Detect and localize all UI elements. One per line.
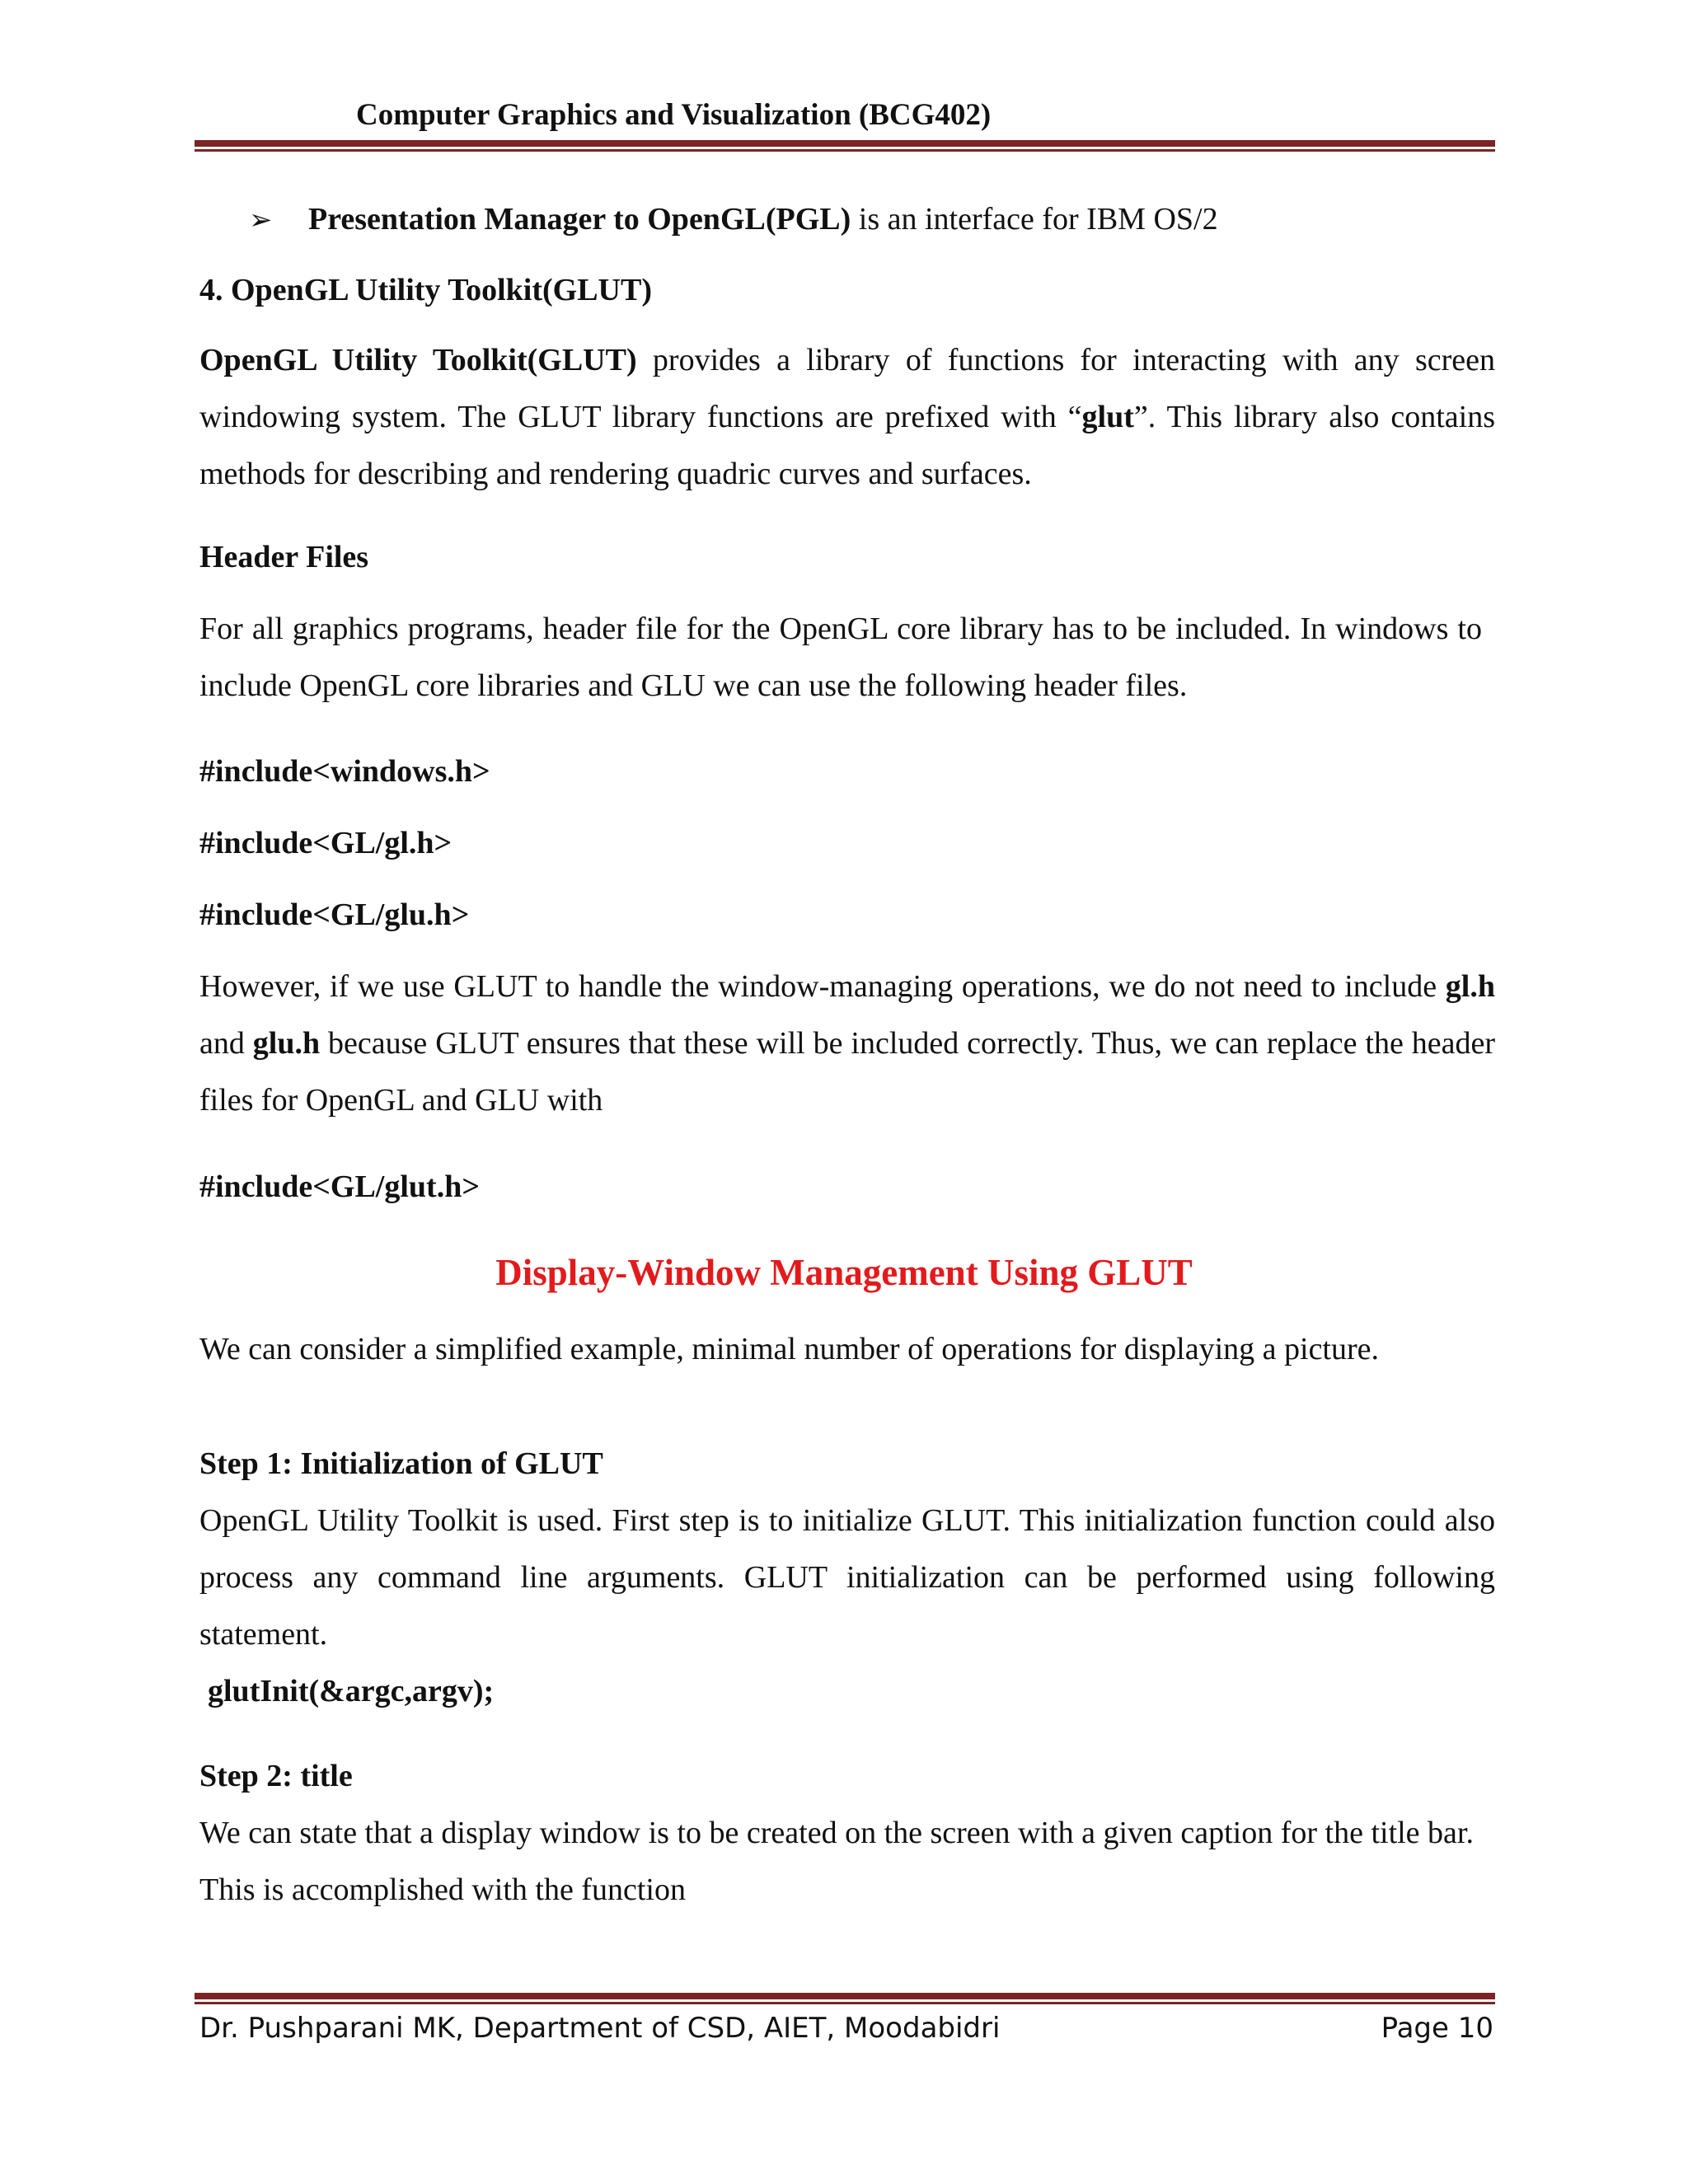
bullet-rest-text: is an interface for IBM OS/2 [851, 202, 1218, 237]
step2-text2: This is accomplished with the function [199, 1872, 686, 1907]
step1-text: OpenGL Utility Toolkit is used. First step is to initialize GLUT. This initialization function could also process any command line arguments. GLUT initialization can be performed using following statement. [199, 1503, 1495, 1652]
header-rule-thick [195, 140, 1495, 147]
include-line: #include<GL/gl.h> [199, 826, 452, 860]
running-header-title: Computer Graphics and Visualization (BCG402) [356, 98, 992, 132]
glut-include-block [199, 1159, 1495, 1216]
glut-paragraph [199, 332, 1495, 503]
include-line: #include<GL/glu.h> [199, 898, 470, 932]
glut-heading: 4. OpenGL Utility Toolkit(GLUT) [199, 273, 652, 307]
include-3-block [199, 887, 1495, 944]
however-part2: because GLUT ensures that these will be included correctly. Thus, we can replace the header files for OpenGL and GLU with [199, 1026, 1495, 1118]
glut-include-line: #include<GL/glut.h> [199, 1169, 480, 1204]
step2-heading: Step 2: title [199, 1759, 353, 1793]
bullet-item-pgl [249, 194, 1218, 245]
step2-block [199, 1748, 1482, 1919]
step1-code: glutInit(&argc,argv); [208, 1674, 495, 1708]
header-files-heading: Header Files [199, 540, 369, 574]
intro-text: We can consider a simplified example, minimal number of operations for displaying a picture. [199, 1332, 1380, 1366]
include-line: #include<windows.h> [199, 754, 490, 789]
step1-block [199, 1436, 1495, 1720]
include-1-block [199, 743, 1495, 800]
glut-para-part1: provides a library of functions for interacting with any screen windowing system. The GLUT library functions are prefixed with “ [199, 343, 1496, 434]
however-paragraph [199, 958, 1495, 1129]
glut-prefix: glut [1081, 400, 1134, 434]
arrow-bullet-icon: ➢ [249, 204, 273, 237]
step1-heading: Step 1: Initialization of GLUT [199, 1446, 603, 1481]
footer-author: Dr. Pushparani MK, Department of CSD, AIET, Moodabidri [199, 2012, 1001, 2045]
footer-rule-thick [195, 1993, 1495, 1999]
however-part1: However, if we use GLUT to handle the window-managing operations, we do not need to include [199, 969, 1446, 1004]
intro-paragraph [199, 1321, 1482, 1378]
include-2-block [199, 815, 1495, 872]
glu-h-text: glu.h [252, 1026, 321, 1061]
glut-para-part2: ”. This library also contains methods for describing and rendering quadric curves and surfaces. [199, 400, 1495, 491]
step2-text: We can state that a display window is to be created on the screen with a given caption for the title bar. [199, 1816, 1474, 1850]
header-rule-thin [195, 149, 1495, 152]
however-and: and [199, 1026, 253, 1061]
footer-rule-thin [195, 2002, 1495, 2004]
glut-heading-block [199, 262, 1495, 319]
header-files-text: For all graphics programs, header file for the OpenGL core library has to be included. In windows to include OpenGL core libraries and GLU we can use the following header files. [199, 612, 1482, 703]
header-files-heading-block [199, 529, 1495, 586]
gl-h-text: gl.h [1445, 969, 1495, 1004]
page-number: Page 10 [1381, 2012, 1493, 2045]
header-files-paragraph [199, 601, 1482, 715]
bullet-bold-text: Presentation Manager to OpenGL(PGL) [308, 202, 851, 237]
section-title: Display-Window Management Using GLUT [495, 1252, 1193, 1293]
glut-para-bold: OpenGL Utility Toolkit(GLUT) [199, 343, 637, 377]
